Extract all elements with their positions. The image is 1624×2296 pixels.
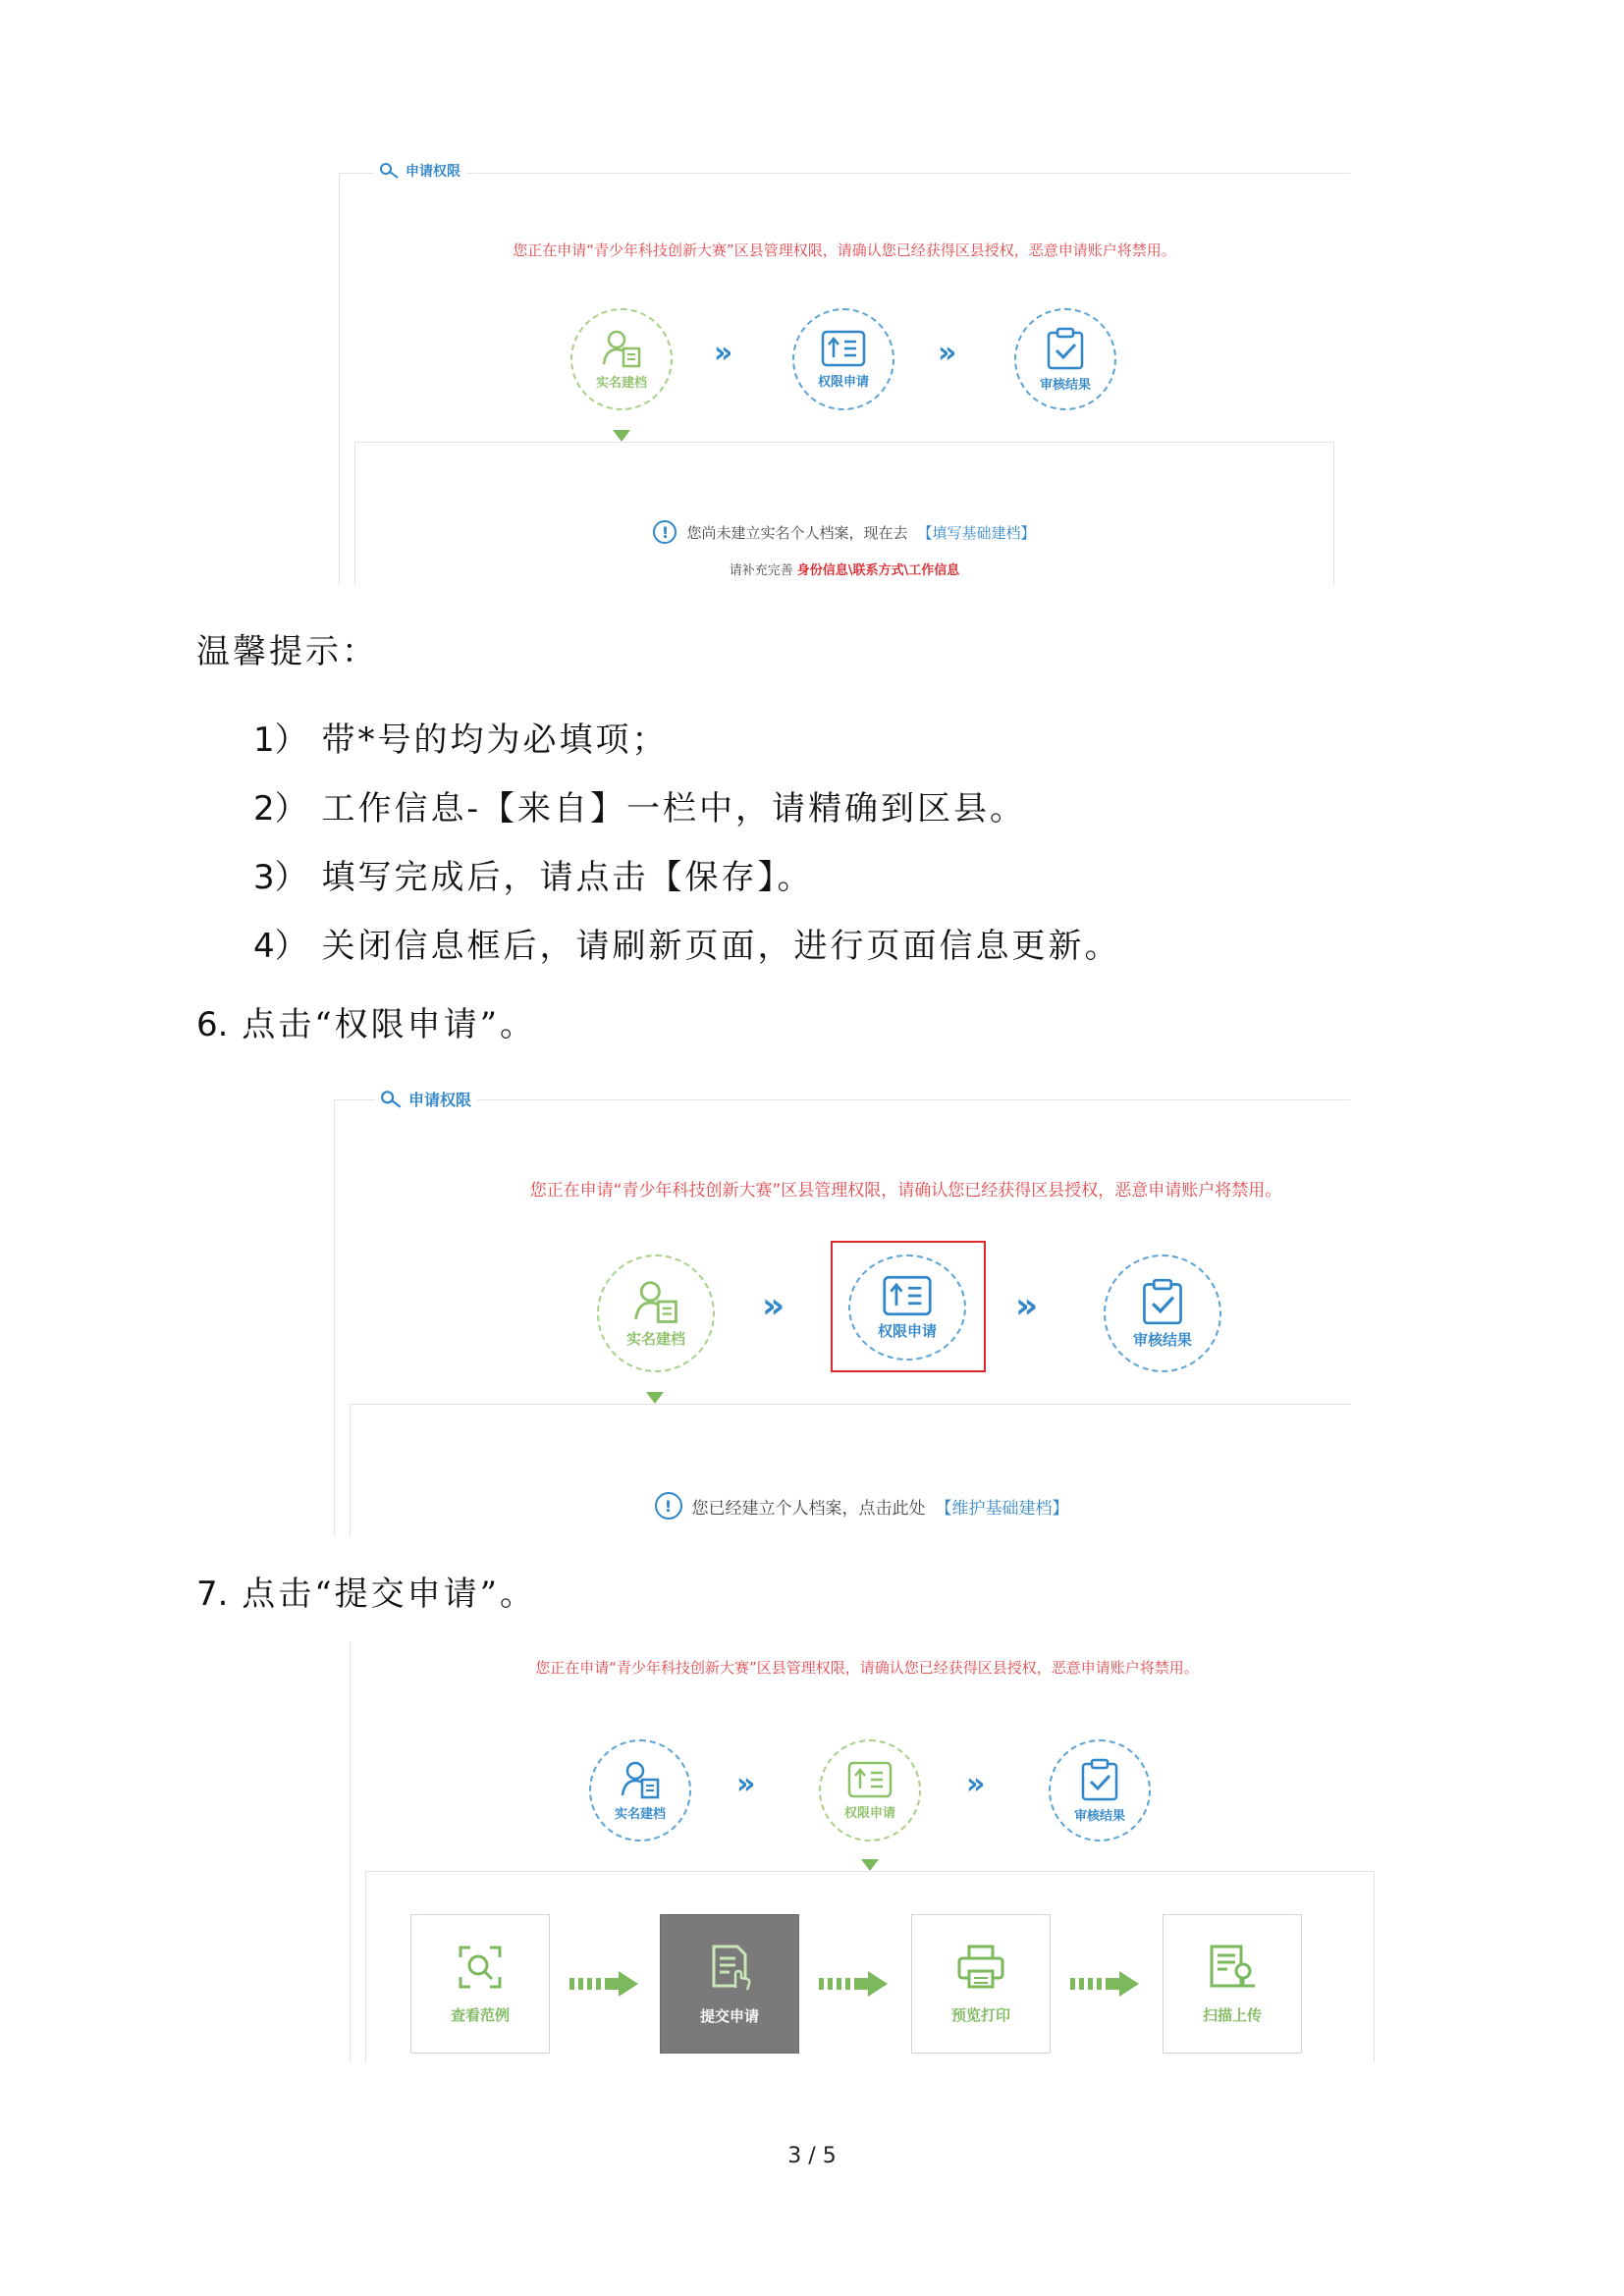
pointer-triangle (613, 430, 630, 442)
step-review-result[interactable] (1014, 308, 1116, 410)
maintain-basic-file-link[interactable]: 【维护基础建档】 (935, 1498, 1069, 1519)
key-icon (381, 1090, 403, 1109)
legend-label: 申请权限 (406, 164, 460, 180)
doc-hand-icon (706, 1943, 753, 1992)
dashed-arrow-icon (819, 1971, 890, 1997)
upload-list-icon (847, 1761, 893, 1798)
step-review-result[interactable] (1049, 1739, 1151, 1842)
card-label: 扫描上传 (1202, 2005, 1262, 2024)
fieldset-border-left (334, 1099, 335, 1535)
clipboard-check-icon (1046, 327, 1085, 370)
person-doc-icon (600, 329, 643, 368)
notice-row (339, 520, 1350, 544)
double-chevron-icon: » (714, 336, 733, 370)
clipboard-check-icon (1141, 1278, 1184, 1325)
upload-list-icon (821, 330, 866, 367)
step-label: 实名建档 (625, 1329, 685, 1348)
fill-basic-file-link[interactable]: 【填写基础建档】 (917, 523, 1036, 542)
tip-item: 2） 工作信息-【来自】一栏中，请精确到区县。 (253, 789, 1026, 828)
step-label: 权限申请 (877, 1321, 937, 1340)
tip-item: 1） 带*号的均为必填项； (253, 721, 669, 760)
step-label: 权限申请 (843, 1805, 895, 1821)
printer-icon (956, 1944, 1005, 1991)
tip-item: 3） 填写完成后，请点击【保存】。 (253, 858, 814, 897)
double-chevron-icon: » (736, 1767, 756, 1801)
step-real-name-file[interactable] (589, 1739, 691, 1842)
sub-notice-highlight: 身份信息\联系方式\工作信息 (796, 563, 960, 578)
card-scan-upload[interactable] (1163, 1914, 1302, 2054)
person-doc-icon (619, 1760, 662, 1799)
step-label: 实名建档 (595, 375, 647, 391)
info-icon: ! (653, 520, 677, 544)
key-icon (380, 162, 400, 180)
sub-notice-text: 请补充完善 (729, 563, 793, 578)
person-doc-icon (631, 1279, 680, 1324)
legend-label: 申请权限 (408, 1091, 472, 1109)
page-number: 3 / 5 (787, 2144, 837, 2168)
dashed-arrow-icon (569, 1971, 640, 1997)
pointer-triangle (861, 1859, 879, 1871)
step-permission-apply[interactable] (848, 1255, 966, 1361)
info-icon: ! (655, 1492, 682, 1520)
doc-person-icon (1208, 1944, 1257, 1991)
search-scan-icon (457, 1944, 504, 1991)
double-chevron-icon: » (938, 336, 957, 370)
notice-text: 您尚未建立实名个人档案，现在去 (686, 523, 908, 542)
card-label: 提交申请 (699, 2006, 759, 2025)
step-real-name-file[interactable] (597, 1255, 715, 1372)
pointer-triangle (646, 1392, 664, 1404)
step-review-result[interactable] (1104, 1255, 1221, 1372)
step-real-name-file[interactable] (570, 308, 673, 410)
fieldset-border (334, 1099, 1350, 1100)
double-chevron-icon: » (1015, 1286, 1039, 1326)
step-label: 审核结果 (1073, 1808, 1125, 1824)
step-7-heading: 7. 点击“提交申请”。 (196, 1575, 537, 1614)
step-label: 实名建档 (614, 1806, 666, 1822)
clipboard-check-icon (1080, 1758, 1119, 1801)
fieldset-border (339, 173, 1350, 174)
card-view-example[interactable] (410, 1914, 550, 2054)
card-label: 预览打印 (950, 2005, 1010, 2024)
tip-item: 4） 关闭信息框后，请刷新页面，进行页面信息更新。 (253, 927, 1121, 966)
card-preview-print[interactable] (911, 1914, 1051, 2054)
fieldset-legend (374, 161, 466, 181)
double-chevron-icon: » (966, 1767, 986, 1801)
screenshot-apply-permission-2 (334, 1082, 1350, 1535)
card-submit-apply[interactable] (660, 1914, 799, 2054)
notice-text: 您已经建立个人档案，点击此处 (691, 1498, 926, 1519)
sub-notice-row (339, 560, 1350, 578)
tips-title: 温馨提示： (196, 632, 378, 671)
step-label: 审核结果 (1132, 1330, 1192, 1349)
step-label: 审核结果 (1039, 377, 1091, 393)
warning-text: 您正在申请“青少年科技创新大赛”区县管理权限，请确认您已经获得区县授权，恶意申请账户将禁用。 (513, 241, 1176, 259)
screenshot-apply-permission-1 (339, 157, 1350, 585)
warning-text: 您正在申请“青少年科技创新大赛”区县管理权限，请确认您已经获得区县授权，恶意申请账户将禁用。 (529, 1181, 1282, 1201)
dashed-arrow-icon (1070, 1971, 1141, 1997)
step-6-heading: 6. 点击“权限申请”。 (196, 1005, 537, 1044)
step-permission-apply[interactable] (792, 308, 894, 410)
warning-text: 您正在申请“青少年科技创新大赛”区县管理权限，请确认您已经获得区县授权，恶意申请账户将禁用。 (535, 1659, 1199, 1677)
notice-row (334, 1492, 1350, 1520)
upload-list-icon (882, 1275, 933, 1316)
double-chevron-icon: » (762, 1286, 785, 1326)
fieldset-legend (375, 1088, 477, 1110)
step-permission-apply[interactable] (819, 1739, 921, 1842)
screenshot-submit-apply (350, 1641, 1375, 2061)
card-label: 查看范例 (450, 2005, 510, 2024)
panel-border-left (350, 1641, 351, 2061)
step-label: 权限申请 (817, 374, 869, 390)
